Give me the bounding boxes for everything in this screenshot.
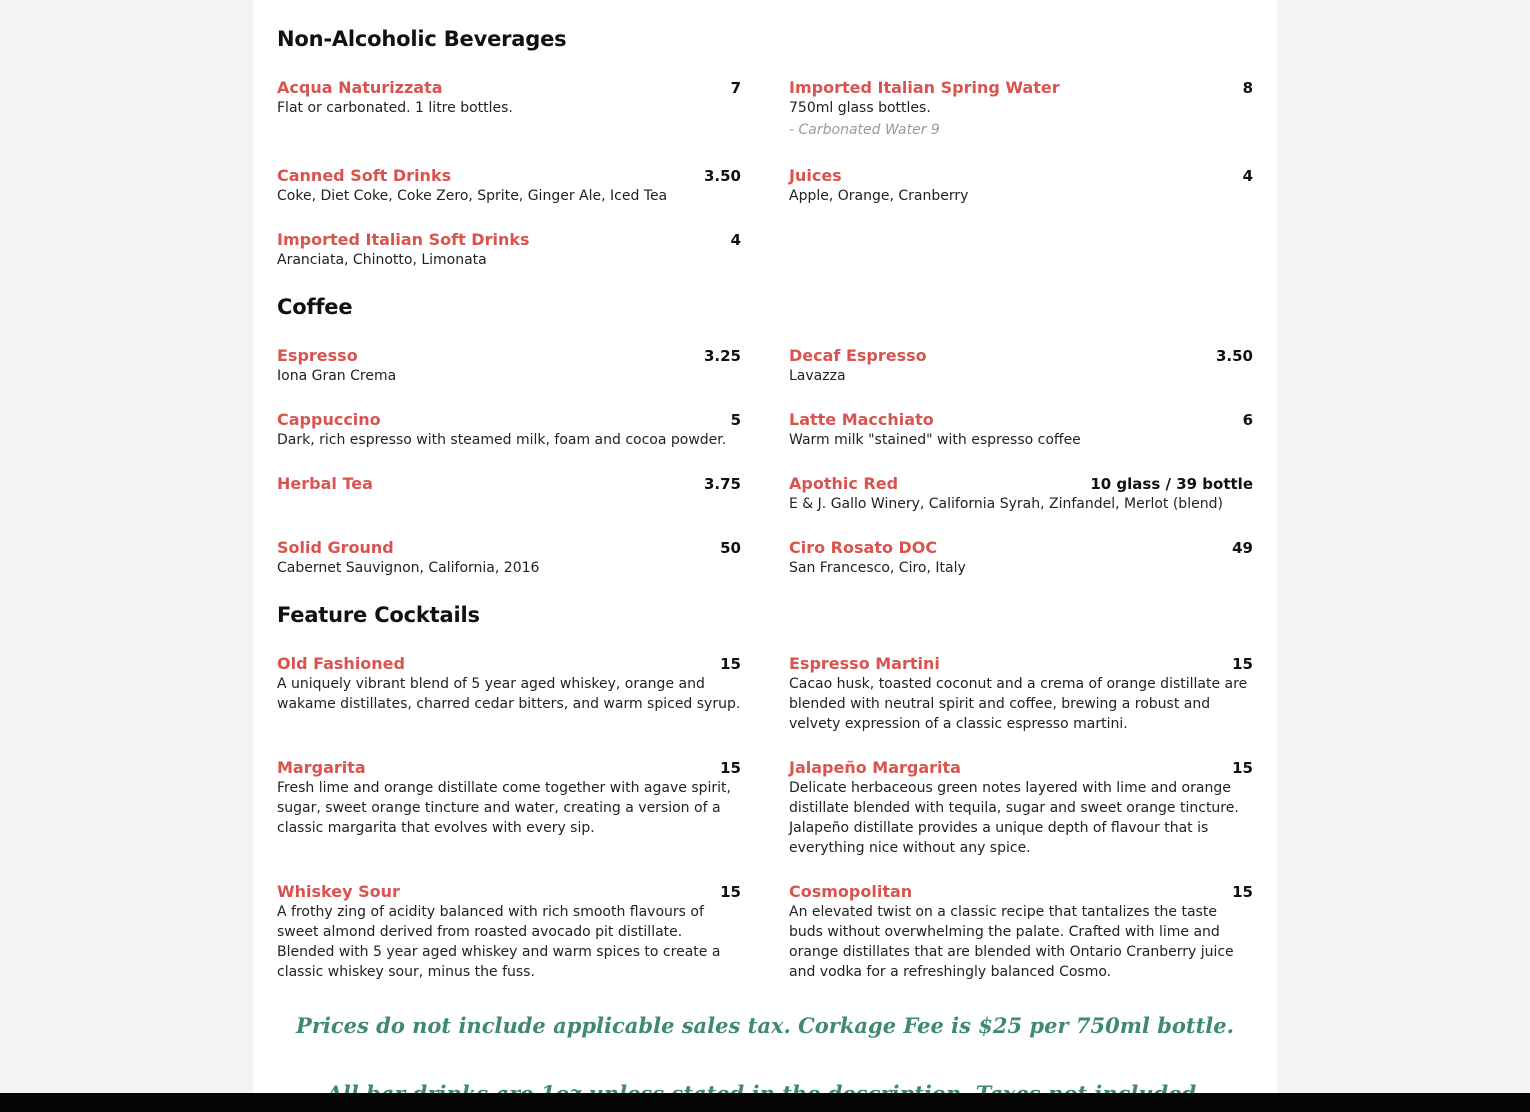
menu-item [789, 654, 1253, 734]
menu-item [277, 882, 741, 982]
item-description: Aranciata, Chinotto, Limonata [277, 252, 487, 268]
item-price: 15 [720, 883, 741, 901]
item-name: Solid Ground [277, 538, 394, 557]
tax-note: Prices do not include applicable sales tax. Corkage Fee is $25 per 750ml bottle. [296, 1013, 1234, 1038]
item-name: Imported Italian Spring Water [789, 78, 1060, 97]
menu-item [277, 474, 741, 494]
item-price: 4 [730, 231, 741, 249]
item-price: 10 glass / 39 bottle [1090, 475, 1253, 493]
item-price: 6 [1242, 411, 1253, 429]
item-price: 15 [1232, 883, 1253, 901]
menu-item [789, 346, 1253, 386]
item-description: Delicate herbaceous green notes layered with lime and orange distillate blended with tequila, sugar and sweet orange tincture. Jalapeño distillate provides a unique depth of flavour that is everything nice without any spice. [789, 780, 1239, 856]
item-description: An elevated twist on a classic recipe that tantalizes the taste buds without overwhelming the palate. Crafted with lime and orange distillates that are blended with Ontario Cranberry juice and vodka for a refreshingly balanced Cosmo. [789, 904, 1234, 980]
item-description: Coke, Diet Coke, Coke Zero, Sprite, Ginger Ale, Iced Tea [277, 188, 668, 204]
item-name: Herbal Tea [277, 474, 373, 493]
item-description: Fresh lime and orange distillate come together with agave spirit, sugar, sweet orange tincture and water, creating a version of a classic margarita that evolves with every sip. [277, 780, 731, 836]
menu-item [789, 474, 1253, 514]
item-name: Old Fashioned [277, 654, 405, 673]
section-title-coffee: Coffee [277, 295, 353, 319]
item-price: 3.25 [703, 347, 741, 365]
section-title-cocktails: Feature Cocktails [277, 603, 480, 627]
item-name: Whiskey Sour [277, 882, 400, 901]
item-price: 4 [1242, 167, 1253, 185]
menu-item [277, 346, 741, 386]
item-name: Decaf Espresso [789, 346, 927, 365]
item-price: 49 [1232, 539, 1253, 557]
item-description: 750ml glass bottles. [789, 100, 931, 116]
bottom-bar [0, 1093, 1530, 1112]
item-name: Espresso Martini [789, 654, 940, 673]
menu-item [277, 230, 741, 270]
menu-page [253, 0, 1277, 1112]
menu-item [789, 78, 1253, 138]
item-price: 8 [1242, 79, 1253, 97]
item-price: 15 [720, 759, 741, 777]
menu-item [789, 538, 1253, 578]
item-description: Dark, rich espresso with steamed milk, foam and cocoa powder. [277, 432, 727, 448]
item-description: Apple, Orange, Cranberry [789, 188, 969, 204]
item-name: Jalapeño Margarita [789, 758, 961, 777]
item-name: Imported Italian Soft Drinks [277, 230, 530, 249]
item-name: Ciro Rosato DOC [789, 538, 938, 557]
item-description: Flat or carbonated. 1 litre bottles. [277, 100, 513, 116]
section-title-non-alcoholic: Non-Alcoholic Beverages [277, 27, 567, 51]
item-price: 15 [1232, 655, 1253, 673]
item-description: Cabernet Sauvignon, California, 2016 [277, 560, 540, 576]
menu-item [277, 654, 741, 714]
menu-item [789, 166, 1253, 206]
item-description: Iona Gran Crema [277, 368, 397, 384]
menu-item [277, 758, 741, 838]
item-description: San Francesco, Ciro, Italy [789, 560, 966, 576]
item-price: 3.50 [703, 167, 741, 185]
item-name: Canned Soft Drinks [277, 166, 452, 185]
item-name: Espresso [277, 346, 358, 365]
item-price: 5 [730, 411, 741, 429]
menu-item [789, 882, 1253, 982]
item-price: 7 [730, 79, 741, 97]
item-name: Cappuccino [277, 410, 381, 429]
item-name: Apothic Red [789, 474, 899, 493]
item-price: 50 [720, 539, 741, 557]
item-description: A frothy zing of acidity balanced with rich smooth flavours of sweet almond derived from roasted avocado pit distillate. Blended with 5 year aged whiskey and warm spices to create a classic whiskey sour, minus the fuss. [277, 904, 721, 980]
item-description: Warm milk "stained" with espresso coffee [789, 432, 1081, 448]
item-name: Cosmopolitan [789, 882, 913, 901]
item-name: Margarita [277, 758, 366, 777]
item-note: - Carbonated Water 9 [789, 122, 940, 138]
item-name: Acqua Naturizzata [277, 78, 443, 97]
menu-item [277, 538, 741, 578]
item-price: 3.75 [703, 475, 741, 493]
menu-item [277, 166, 741, 206]
item-description: A uniquely vibrant blend of 5 year aged whiskey, orange and wakame distillates, charred cedar bitters, and warm spiced syrup. [277, 676, 741, 712]
item-description: Lavazza [789, 368, 846, 384]
item-price: 15 [720, 655, 741, 673]
item-description: Cacao husk, toasted coconut and a crema of orange distillate are blended with neutral spirit and coffee, brewing a robust and velvety expression of a classic espresso martini. [789, 676, 1248, 732]
menu-item [789, 758, 1253, 858]
item-name: Latte Macchiato [789, 410, 934, 429]
menu-item [277, 410, 741, 450]
item-name: Juices [789, 166, 842, 185]
item-price: 3.50 [1215, 347, 1253, 365]
item-price: 15 [1232, 759, 1253, 777]
menu-item [789, 410, 1253, 450]
item-description: E & J. Gallo Winery, California Syrah, Zinfandel, Merlot (blend) [789, 496, 1223, 512]
menu-item [277, 78, 741, 118]
